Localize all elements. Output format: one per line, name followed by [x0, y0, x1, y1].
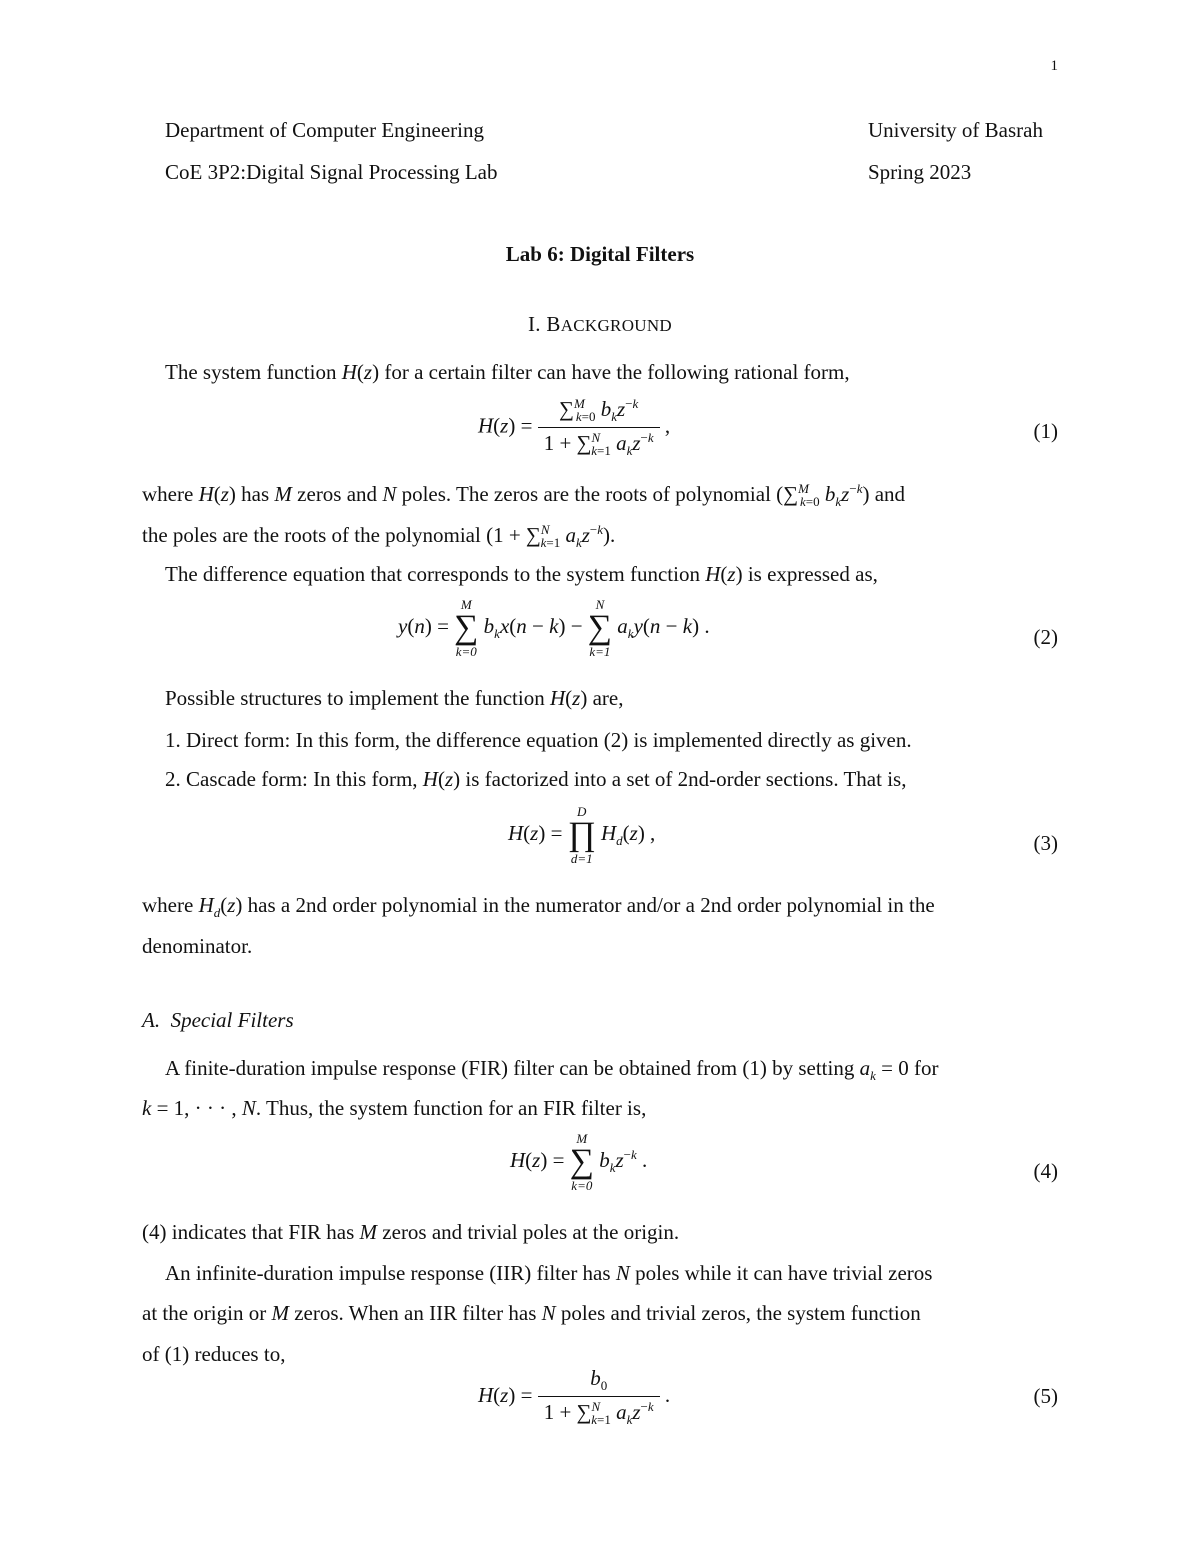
- list-item-direct-form: 1. Direct form: In this form, the difference equation (2) is implemented directly as given.: [165, 728, 912, 752]
- paragraph-iir: An infinite-duration impulse response (IIR) filter has N poles while it can have trivial zeros: [165, 1261, 933, 1285]
- equation-5: H(z) = $\frac{b_0}{1 + \sum^N_{k=1} a_kz^{-k}}$ .: [478, 1366, 671, 1428]
- paragraph-cascade-section: where $H_d(z)$ has a 2nd order polynomial in the numerator and/or a 2nd order polynomial in the: [142, 893, 935, 921]
- header-department: Department of Computer Engineering: [165, 118, 484, 142]
- page-title: Lab 6: Digital Filters: [505, 242, 695, 266]
- equation-3-label: (3): [1033, 831, 1058, 855]
- paragraph-cascade-section-cont: denominator.: [142, 934, 253, 958]
- paragraph-difference-eq: The difference equation that corresponds to the system function H(z) is expressed as,: [165, 562, 878, 586]
- equation-5-label: (5): [1033, 1384, 1058, 1408]
- equation-2-label: (2): [1033, 625, 1058, 649]
- paragraph-structures: Possible structures to implement the function H(z) are,: [165, 686, 624, 710]
- equation-1: H(z) = $\frac{\sum^M_{k=0} b_kz^{-k}}{1 + \sum^N_{k=1} a_kz^{-k}}$ ,: [478, 396, 671, 459]
- equation-3: H(z) = D ∏ d=1 $H_d(z)$ ,: [508, 804, 656, 866]
- section-number: I.: [527, 312, 541, 336]
- paragraph-zeros-poles: where H(z) has M zeros and N poles. The zeros are the roots of polynomial (∑$^M_{k=0}$ $b_kz^{-k}$) and: [142, 481, 906, 510]
- section-heading: [0, 312, 1200, 337]
- equation-1-label: (1): [1033, 419, 1058, 443]
- section-name-rest: ACKGROUND: [560, 316, 673, 335]
- list-item-cascade-form: 2. Cascade form: In this form, H(z) is factorized into a set of 2nd-order sections. That is,: [165, 767, 907, 791]
- equation-4-label: (4): [1033, 1159, 1058, 1183]
- paragraph-zeros-poles-cont: the poles are the roots of the polynomial (1 + ∑$^N_{k=1}$ $a_kz^{-k}$).: [142, 522, 616, 551]
- page-number: 1: [1050, 58, 1058, 74]
- section-name-first: B: [546, 312, 561, 336]
- equation-2: y(n) = M ∑ k=0 $b_kx(n - k)$ − N ∑ k=1 $a_ky(n - k)$ .: [398, 597, 710, 659]
- subsection-heading: A. Special Filters: [142, 1008, 294, 1032]
- paragraph-intro: The system function H(z) for a certain filter can have the following rational form,: [165, 360, 850, 384]
- paragraph-iir-cont2: of (1) reduces to,: [142, 1342, 286, 1366]
- header-course: CoE 3P2:Digital Signal Processing Lab: [165, 160, 498, 184]
- paragraph-fir-cont: k = 1, · · · , N. Thus, the system function for an FIR filter is,: [142, 1096, 647, 1120]
- equation-4: H(z) = M ∑ k=0 $b_kz^{-k}$ .: [510, 1131, 648, 1193]
- header-university: University of Basrah: [868, 118, 1043, 142]
- header-term: Spring 2023: [868, 160, 972, 184]
- paragraph-iir-cont: at the origin or M zeros. When an IIR filter has N poles and trivial zeros, the system function: [142, 1301, 921, 1325]
- paragraph-fir: A finite-duration impulse response (FIR) filter can be obtained from (1) by setting $a_k = 0$ for: [165, 1056, 939, 1084]
- paragraph-fir-zeros: (4) indicates that FIR has M zeros and trivial poles at the origin.: [142, 1220, 680, 1244]
